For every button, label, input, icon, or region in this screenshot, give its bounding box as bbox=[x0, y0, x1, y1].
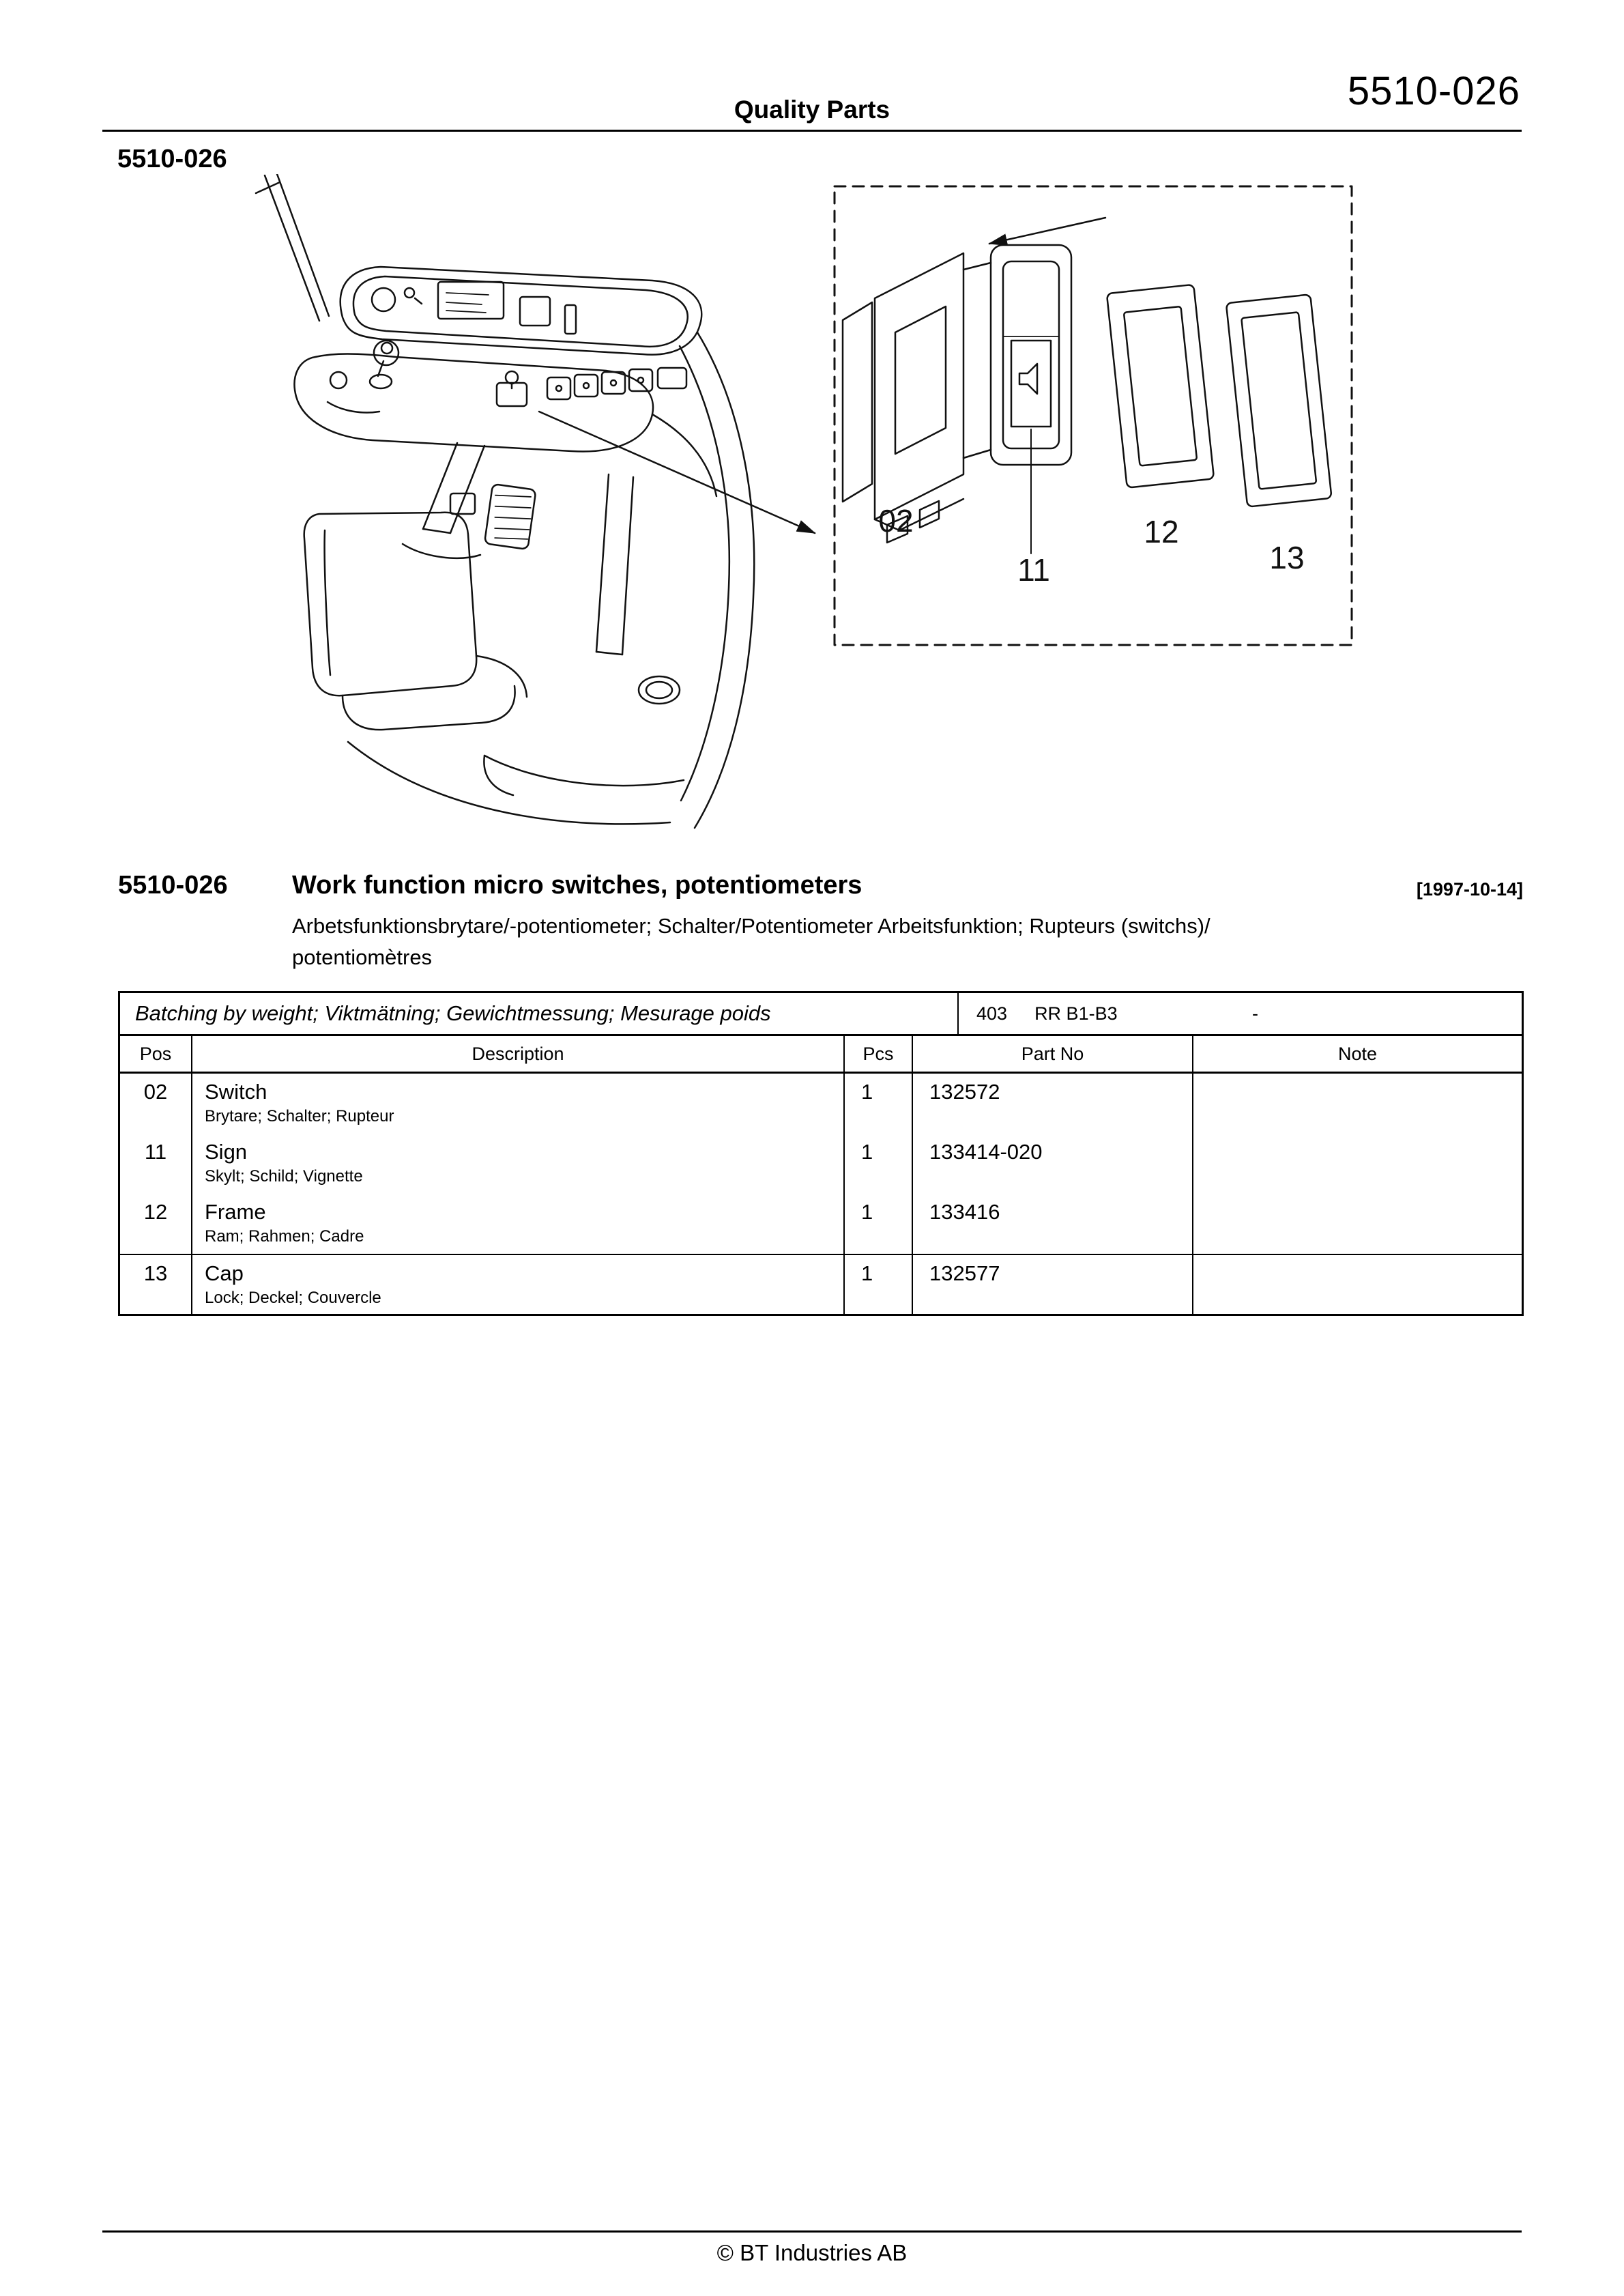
figure-section-code: 5510-026 bbox=[117, 145, 227, 173]
column-divider bbox=[843, 1074, 845, 1314]
frame-part bbox=[1107, 285, 1214, 488]
speaker-symbol bbox=[1019, 364, 1037, 394]
row-pos: 12 bbox=[143, 1200, 168, 1224]
col-header-description: Description bbox=[191, 1036, 843, 1072]
type-code: 403 bbox=[976, 1003, 1008, 1024]
subtitle-line-2: potentiomètres bbox=[292, 945, 433, 969]
row-part-no: 133414-020 bbox=[929, 1140, 1043, 1164]
section-date: [1997-10-14] bbox=[1416, 879, 1523, 900]
callout-13-label: 13 bbox=[1269, 540, 1305, 575]
table-body bbox=[118, 1072, 1524, 1316]
variant-label: Batching by weight; Viktmätning; Gewichtmessung; Mesurage poids bbox=[120, 993, 959, 1034]
table-row bbox=[120, 1254, 1522, 1314]
callout-02-label: 02 bbox=[878, 503, 914, 539]
type-models: RR B1-B3 bbox=[1034, 1003, 1118, 1024]
callout-12-label: 12 bbox=[1144, 514, 1179, 549]
header-rule bbox=[102, 130, 1522, 132]
variant-row bbox=[118, 991, 1524, 1036]
footer-rule bbox=[102, 2230, 1522, 2233]
row-description-main: Switch bbox=[205, 1080, 267, 1104]
mast-lines bbox=[256, 174, 329, 321]
col-header-note: Note bbox=[1192, 1036, 1522, 1072]
row-part-no: 132577 bbox=[929, 1261, 1000, 1285]
type-note: - bbox=[1252, 1003, 1258, 1024]
row-description-alt: Skylt; Schild; Vignette bbox=[205, 1167, 363, 1186]
col-header-part-no: Part No bbox=[912, 1036, 1192, 1072]
doc-number: 5510-026 bbox=[1347, 69, 1520, 113]
mounting-bracket bbox=[875, 253, 963, 519]
row-pcs: 1 bbox=[861, 1080, 873, 1104]
subtitle-line-1: Arbetsfunktionsbrytare/-potentiometer; Schalter/Potentiometer Arbeitsfunktion; Rupteurs (switchs)/ bbox=[292, 914, 1210, 938]
control-head bbox=[295, 341, 686, 452]
column-divider bbox=[912, 1074, 913, 1314]
sign-part bbox=[1011, 341, 1051, 427]
col-header-pos: Pos bbox=[139, 1043, 172, 1064]
row-pcs: 1 bbox=[861, 1140, 873, 1164]
callout-11-label: 11 bbox=[1017, 552, 1050, 588]
type-cell bbox=[959, 993, 1522, 1034]
row-note bbox=[1192, 1134, 1522, 1194]
row-description-alt: Brytare; Schalter; Rupteur bbox=[205, 1107, 394, 1125]
column-header-row bbox=[118, 1034, 1524, 1074]
row-note bbox=[1192, 1255, 1522, 1314]
instrument-panel bbox=[340, 267, 701, 355]
inset-dashed-border bbox=[835, 186, 1352, 645]
row-pos: 13 bbox=[143, 1261, 168, 1285]
chassis-and-seat bbox=[304, 332, 755, 828]
column-divider bbox=[191, 1074, 192, 1314]
callout-labels bbox=[878, 503, 1304, 588]
assembly-arrow bbox=[989, 218, 1105, 244]
table-row bbox=[120, 1194, 1522, 1254]
row-description-main: Sign bbox=[205, 1140, 248, 1164]
row-note bbox=[1192, 1074, 1522, 1134]
row-description bbox=[191, 1255, 843, 1314]
row-description bbox=[191, 1194, 843, 1254]
section-title: Work function micro switches, potentiometers bbox=[292, 871, 862, 900]
col-header-pcs: Pcs bbox=[843, 1036, 912, 1072]
table-row bbox=[120, 1074, 1522, 1134]
row-pos: 02 bbox=[143, 1080, 168, 1104]
row-pcs: 1 bbox=[861, 1200, 873, 1224]
section-code: 5510-026 bbox=[118, 871, 228, 900]
detail-pointer-arrow bbox=[539, 412, 815, 533]
row-note bbox=[1192, 1194, 1522, 1254]
row-part-no: 132572 bbox=[929, 1080, 1000, 1104]
row-description-main: Frame bbox=[205, 1200, 266, 1224]
row-description-main: Cap bbox=[205, 1261, 244, 1285]
row-description bbox=[191, 1074, 843, 1134]
row-description bbox=[191, 1134, 843, 1194]
table-row bbox=[120, 1134, 1522, 1194]
row-part-no: 133416 bbox=[929, 1200, 1000, 1224]
footer-copyright: © BT Industries AB bbox=[716, 2240, 908, 2265]
row-pcs: 1 bbox=[861, 1261, 873, 1285]
page-title: Quality Parts bbox=[734, 96, 890, 124]
parts-table bbox=[118, 991, 1524, 1316]
row-pos: 11 bbox=[144, 1140, 167, 1164]
cap-part bbox=[1226, 294, 1332, 506]
detail-inset bbox=[835, 186, 1352, 645]
row-description-alt: Lock; Deckel; Couvercle bbox=[205, 1289, 381, 1307]
column-divider bbox=[1192, 1074, 1193, 1314]
row-description-alt: Ram; Rahmen; Cadre bbox=[205, 1227, 364, 1246]
section-subtitle bbox=[292, 910, 1210, 973]
technical-drawing bbox=[102, 174, 1385, 850]
